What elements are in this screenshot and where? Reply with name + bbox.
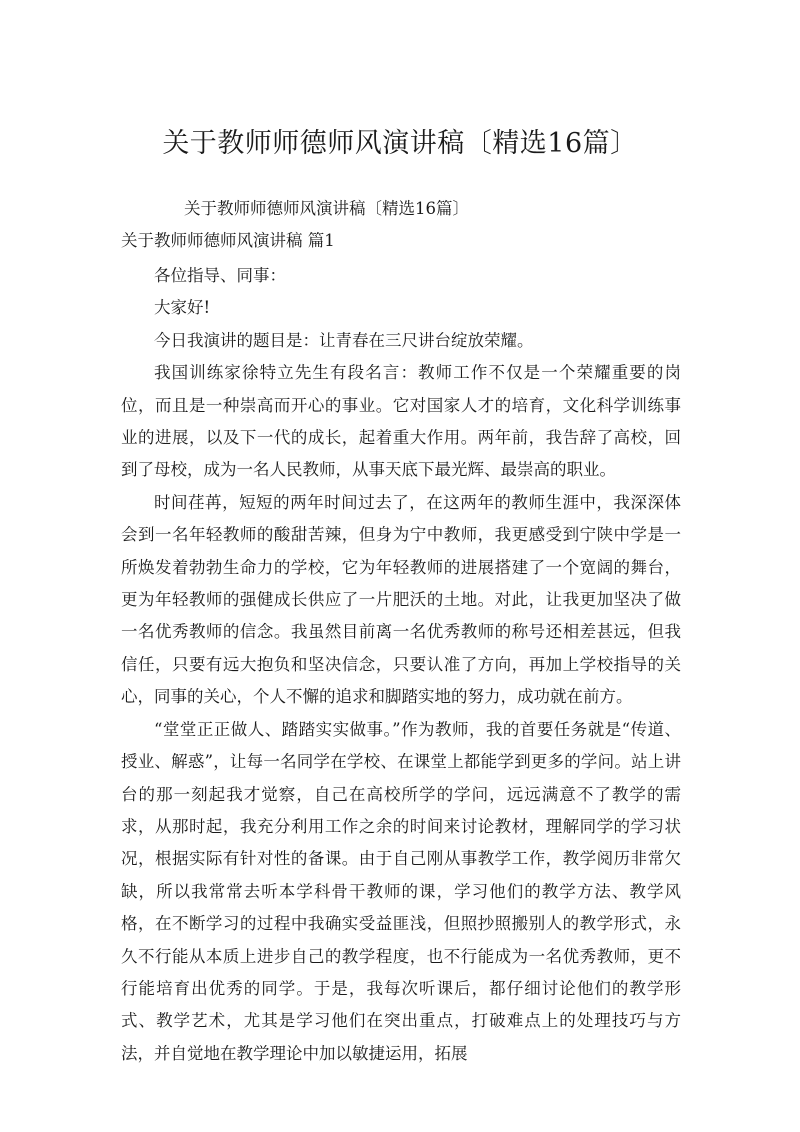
paragraph-quote: 我国训练家徐特立先生有段名言：教师工作不仅是一个荣耀重要的岗位，而且是一种崇高而开心的事业。它对国家人才的培育，文化科学训练事业的进展，以及下一代的成长，起着重大作用。两年前，我告辞了高校，回到了母校，成为一名人民教师，从事天底下最光辉、最崇高的职业。 xyxy=(121,363,681,480)
document-body xyxy=(121,260,681,1070)
document-title: 关于教师师德师风演讲稿〔精选16篇〕 xyxy=(162,128,638,159)
paragraph-hello: 大家好! xyxy=(154,298,211,318)
paragraph-reflection: 时间荏苒，短短的两年时间过去了，在这两年的教师生涯中，我深深体会到一名年轻教师的酸甜苦辣，但身为宁中教师，我更感受到宁陕中学是一所焕发着勃勃生命力的学校，它为年轻教师的进展搭建了一个宽阔的舞台，更为年轻教师的强健成长供应了一片肥沃的土地。对此，让我更加坚决了做一名优秀教师的信念。我虽然目前离一名优秀教师的称号还相差甚远，但我信任，只要有远大抱负和坚决信念，只要认准了方向，再加上学校指导的关心，同事的关心，个人不懈的追求和脚踏实地的努力，成功就在前方。 xyxy=(121,492,681,707)
paragraph-teaching: “堂堂正正做人、踏踏实实做事。”作为教师，我的首要任务就是“传道、授业、解惑”，让每一名同学在学校、在课堂上都能学到更多的学问。站上讲台的那一刻起我才觉察，自己在高校所学的学问，远远满意不了教学的需求，从那时起，我充分利用工作之余的时间来讨论教材，理解同学的学习状况，根据实际有针对性的备课。由于自己刚从事教学工作，教学阅历非常欠缺，所以我常常去听本学科骨干教师的课，学习他们的教学方法、教学风格，在不断学习的过程中我确实受益匪浅，但照抄照搬别人的教学形式，永久不行能从本质上进步自己的教学程度，也不行能成为一名优秀教师，更不行能培育出优秀的同学。于是，我每次听课后，都仔细讨论他们的教学形式、教学艺术，尤其是学习他们在突出重点，打破难点上的处理技巧与方法，并自觉地在教学理论中加以敏捷运用，拓展 xyxy=(121,719,681,1063)
section-heading: 关于教师师德师风演讲稿 篇1 xyxy=(121,231,335,250)
document-subtitle: 关于教师师德师风演讲稿〔精选16篇〕 xyxy=(184,199,469,218)
paragraph-greeting: 各位指导、同事： xyxy=(154,266,286,285)
paragraph-topic: 今日我演讲的题目是：让青春在三尺讲台绽放荣耀。 xyxy=(154,330,534,350)
